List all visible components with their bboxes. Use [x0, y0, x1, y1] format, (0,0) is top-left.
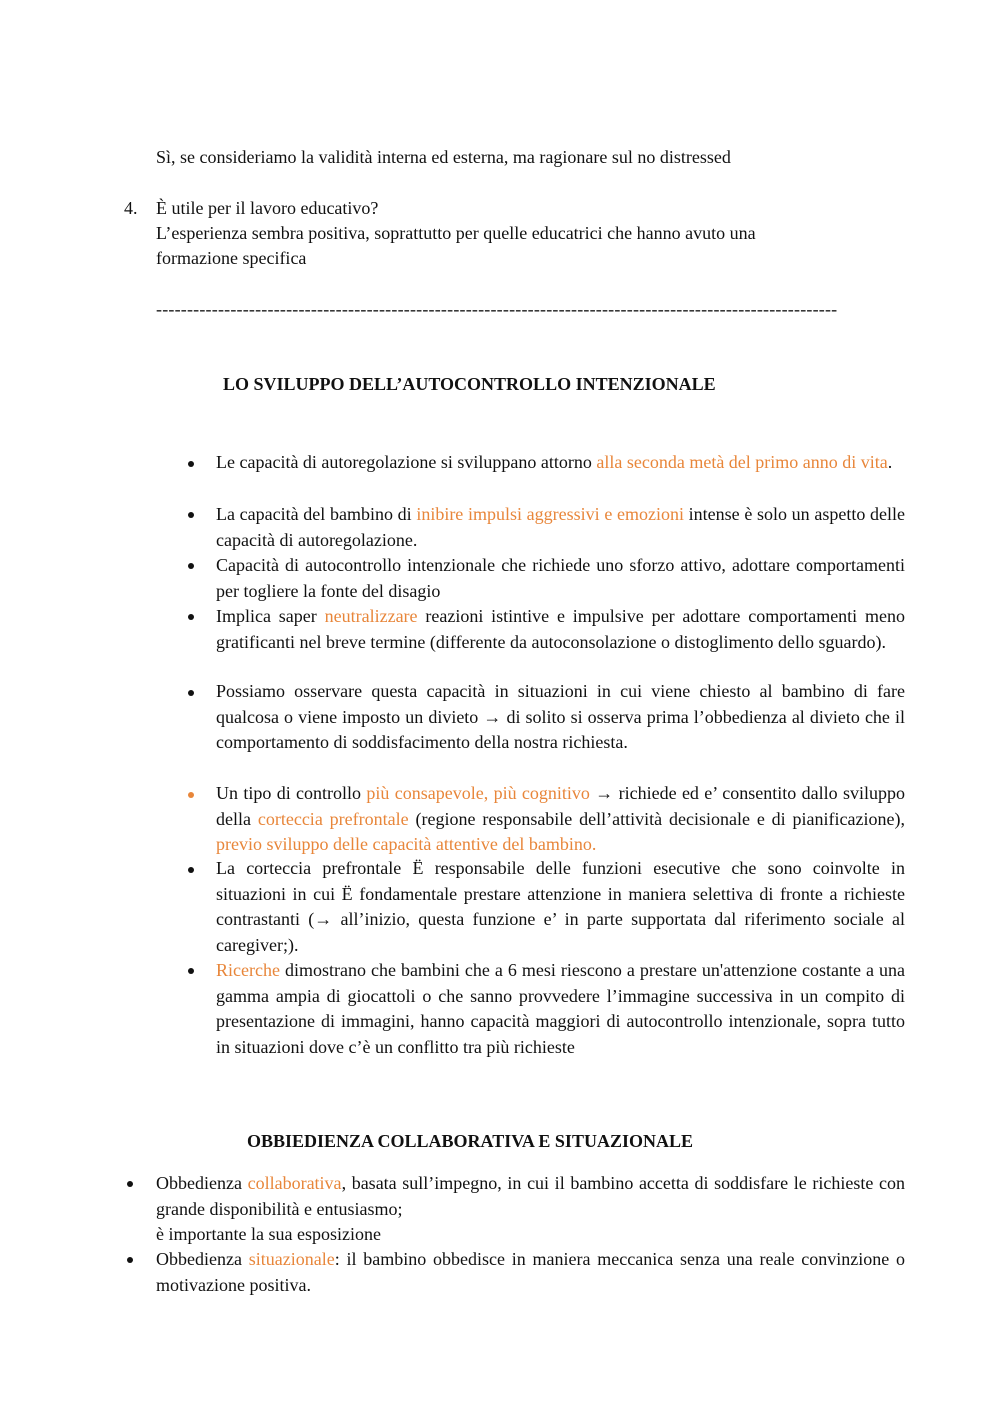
highlight-text: più consapevole, più cognitivo [366, 783, 590, 803]
bullet-dot [127, 1181, 133, 1187]
highlight-text: neutralizzare [324, 606, 418, 626]
highlight-text: corteccia prefrontale [257, 808, 409, 829]
highlight-text: inibire impulsi aggressivi e emozioni [416, 504, 684, 524]
bullet-dot [127, 1257, 133, 1263]
list-item: Le capacità di autoregolazione si sviluppano attorno alla seconda metà del primo anno di vita. [216, 452, 893, 472]
list-item: Obbedienza collaborativa, basata sull’impegno, in cui il bambino accetta di soddisfare le richieste con grande disponibilità e entusiasmo; è importante la sua esposizione [156, 1173, 905, 1244]
q4-number: 4. [124, 198, 138, 218]
q4-question: È utile per il lavoro educativo? [156, 198, 379, 218]
section-title-obbedienza: OBBIEDIENZA COLLABORATIVA E SITUAZIONALE [247, 1131, 693, 1151]
q4-answer-line1: L’esperienza sembra positiva, soprattutto per quelle educatrici che hanno avuto una [156, 223, 756, 243]
highlight-text: previo sviluppo delle capacità attentive del bambino. [216, 834, 597, 854]
bullet-dot [188, 563, 194, 569]
highlight-text: situazionale [248, 1249, 335, 1269]
highlight-text: alla seconda metà del primo anno di vita [596, 452, 888, 472]
list-item: Implica saper neutralizzare reazioni istintive e impulsive per adottare comportamenti meno gratificanti nel breve termine (differente da autoconsolazione o distoglimento dello sguardo). [216, 606, 906, 652]
highlight-text: collaborativa [247, 1173, 342, 1193]
section-title-autocontrollo: LO SVILUPPO DELL’AUTOCONTROLLO INTENZIONALE [223, 374, 716, 394]
list-item: Ricerche dimostrano che bambini che a 6 mesi riescono a prestare un'attenzione costante a una gamma ampia di giocattoli o che sanno provvedere l’immagine successiva in un compito di presentazione di immagini, hanno capacità maggiori di autocontrollo intenzionale, sopra tutto in situazioni dove c’è un conflitto tra più richieste [216, 960, 905, 1057]
list-item: Un tipo di controllo più consapevole, più cognitivo → richiede ed e’ consentito dallo sviluppo della corteccia prefrontale (regione responsabile dell’attività decisionale e di pianificazione), previo sviluppo delle capacità attentive del bambino. [216, 783, 905, 854]
bullet-dot [188, 512, 194, 518]
list-item: La corteccia prefrontale Ë responsabile delle funzioni esecutive che sono coinvolte in situazioni in cui Ë fondamentale prestare attenzione in maniera selettiva di fronte a richieste contrastanti (→ all’inizio, questa funzione e’ in parte supportata dal riferimento sociale al caregiver;). [216, 858, 905, 955]
list-item: Possiamo osservare questa capacità in situazioni in cui viene chiesto al bambino di fare qualcosa o viene imposto un divieto → di solito si osserva prima l’obbedienza al divieto che il comportamento di soddisfacimento della nostra richiesta. [216, 681, 905, 752]
list-item: La capacità del bambino di inibire impulsi aggressivi e emozioni intense è solo un aspetto delle capacità di autoregolazione. [216, 504, 905, 550]
bullet-dot [188, 792, 194, 798]
highlight-text: Ricerche [216, 960, 280, 980]
bullet-dot [188, 614, 194, 620]
list-item: Capacità di autocontrollo intenzionale che richiede uno sforzo attivo, adottare comportamenti per togliere la fonte del disagio [216, 555, 905, 601]
bullet-dot [188, 690, 194, 696]
bullet-dot [188, 968, 194, 974]
bullet-dot [188, 461, 194, 467]
bullet-dot [188, 867, 194, 873]
intro-line: Sì, se consideriamo la validità interna ed esterna, ma ragionare sul no distressed [156, 147, 731, 167]
list-item: Obbedienza situazionale: il bambino obbedisce in maniera meccanica senza una reale convinzione o motivazione positiva. [156, 1249, 905, 1295]
q4-answer-line2: formazione specifica [156, 248, 307, 268]
separator-line: -------------------------------------------------------------------------------------------------------------- [156, 299, 838, 319]
